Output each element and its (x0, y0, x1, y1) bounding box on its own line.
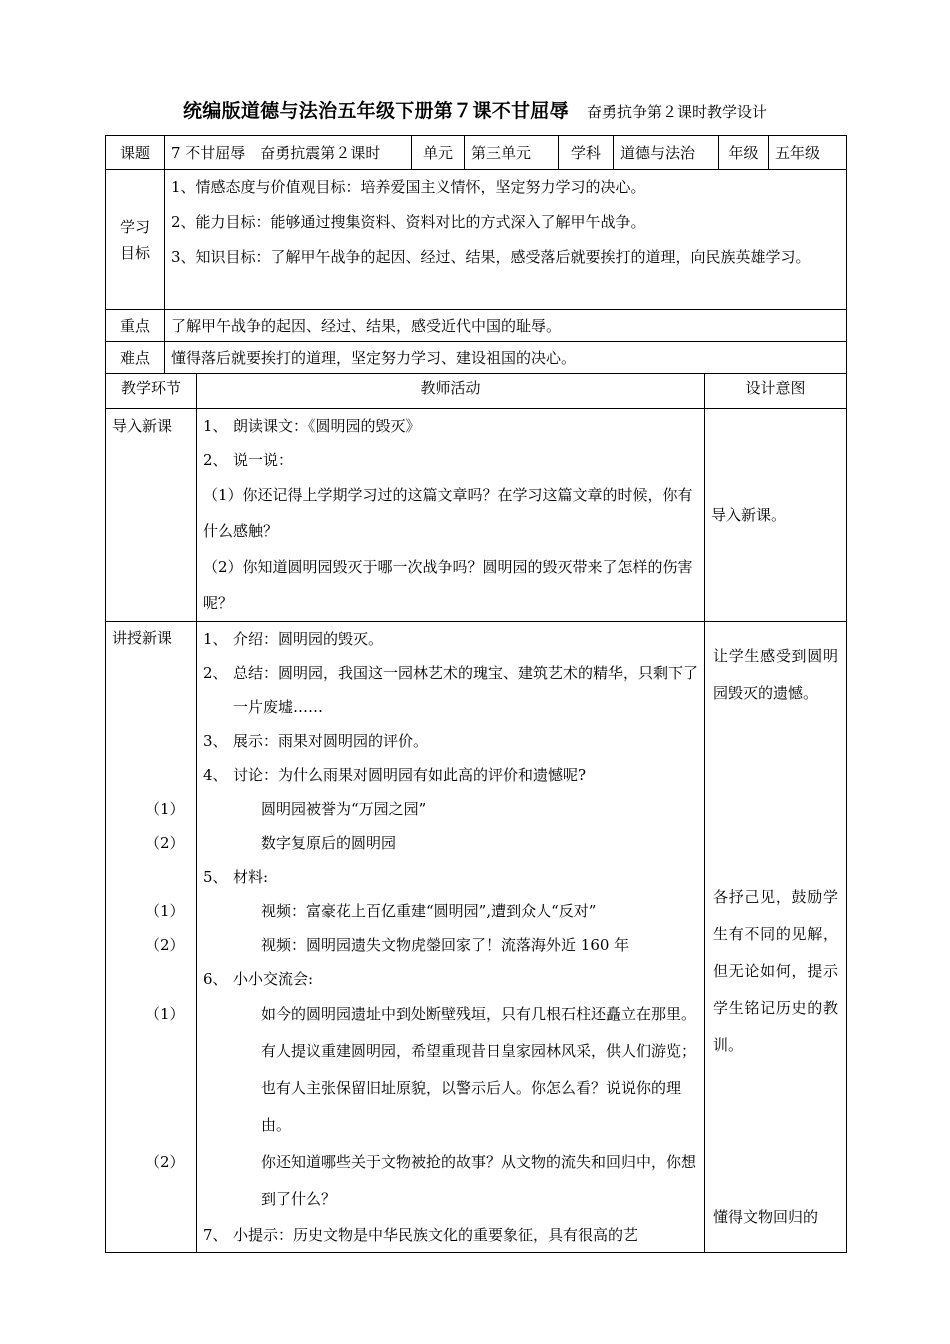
difficulty-label: 难点 (106, 342, 165, 374)
teach-item-4 (203, 758, 698, 792)
header-activity: 教师活动 (197, 374, 705, 409)
teach-item-7 (203, 1218, 698, 1252)
teach-item-1 (203, 622, 698, 656)
grade-label: 年级 (719, 136, 769, 170)
intro-item-1-num: 1、 (203, 417, 228, 435)
teach-item-5-sub-2-num: （2） (145, 936, 185, 954)
teach-item-2 (203, 656, 698, 724)
teach-item-4-num: 4、 (203, 766, 228, 784)
subject-value: 道德与法治 (614, 136, 719, 170)
intro-item-1-text: 朗读课文：《圆明园的毁灭》 (233, 417, 421, 435)
teach-intent-1: 让学生感受到圆明园毁灭的遗憾。 (713, 647, 838, 702)
teach-item-5-sub-1-text: 视频：富豪花上百亿重建“圆明园”,遭到众人“反对” (261, 902, 597, 920)
intro-intent (705, 409, 847, 622)
teach-item-6-num: 6、 (203, 970, 228, 988)
teach-item-4-sub-1-num: （1） (145, 800, 185, 818)
teach-item-3 (203, 724, 698, 758)
teach-item-4-text: 讨论：为什么雨果对圆明园有如此高的评价和遗憾呢? (233, 766, 587, 784)
teach-item-3-text: 展示：雨果对圆明园的评价。 (233, 732, 429, 750)
intro-stage-text: 导入新课 (112, 417, 173, 435)
teach-item-4-sub-2-num: （2） (145, 834, 185, 852)
teach-item-6-sub-2-text: 你还知道哪些关于文物被抢的故事？从文物的流失和回归中，你想到了什么？ (261, 1153, 697, 1208)
teach-item-5-sub-1 (145, 894, 698, 928)
info-row-topic (106, 136, 847, 170)
unit-label: 单元 (412, 136, 465, 170)
info-row-goals (106, 170, 847, 310)
teach-row (106, 622, 847, 1253)
intro-stage (106, 409, 197, 622)
topic-value: 7 不甘屈辱 奋勇抗震第２课时 (165, 136, 412, 170)
intro-item-1 (203, 409, 698, 443)
teach-item-4-sub-1 (145, 792, 698, 826)
teach-item-7-num: 7、 (203, 1226, 228, 1244)
teach-item-4-sub-2-text: 数字复原后的圆明园 (261, 834, 397, 852)
intro-intent-text: 导入新课。 (711, 505, 787, 524)
lesson-table (105, 373, 847, 1253)
intro-question-2: （2）你知道圆明园毁灭于哪一次战争吗？圆明园的毁灭带来了怎样的伤害呢？ (203, 558, 693, 612)
header-stage: 教学环节 (106, 374, 197, 409)
info-table (105, 135, 847, 374)
teach-item-6-sub-2 (145, 1144, 698, 1218)
teach-item-6-sub-1-text: 如今的圆明园遗址中到处断壁残垣，只有几根石柱还矗立在那里。有人提议重建圆明园，希望重现昔日皇家园林风采，供人们游览；也有人主张保留旧址原貌，以警示后人。你怎么看？说说你的理由。 (261, 1005, 697, 1134)
intro-item-2-text: 说一说： (233, 451, 294, 469)
teach-item-5-text: 材料: (233, 868, 269, 886)
teach-item-3-num: 3、 (203, 732, 228, 750)
intro-item-2 (203, 443, 698, 477)
subject-label: 学科 (559, 136, 614, 170)
document-title (0, 96, 950, 123)
key-label: 重点 (106, 310, 165, 342)
teach-item-6 (203, 962, 698, 996)
teach-item-1-num: 1、 (203, 630, 228, 648)
teach-intent-2: 各抒己见，鼓励学生有不同的见解，但无论如何，提示学生铭记历史的教训。 (713, 888, 838, 1054)
title-main: 统编版道德与法治五年级下册第７课不甘屈辱 (182, 100, 569, 122)
teach-item-5 (203, 860, 698, 894)
teach-stage-text: 讲授新课 (112, 629, 173, 647)
intro-item-2-num: 2、 (203, 451, 228, 469)
goals-label (106, 170, 165, 310)
lesson-header-row (106, 374, 847, 409)
teach-intent-3: 懂得文物回归的 (713, 1208, 819, 1226)
teach-item-6-sub-1-num: （1） (145, 1005, 185, 1023)
title-sub: 奋勇抗争第２课时教学设计 (587, 103, 768, 121)
teach-item-2-num: 2、 (203, 664, 228, 682)
teach-item-2-text: 总结：圆明园，我国这一园林艺术的瑰宝、建筑艺术的精华，只剩下了一片废墟…… (233, 664, 699, 716)
teach-item-5-num: 5、 (203, 868, 228, 886)
unit-value: 第三单元 (465, 136, 559, 170)
teach-item-6-sub-2-num: （2） (145, 1153, 185, 1171)
goals-content (165, 170, 847, 310)
intro-question-1: （1）你还记得上学期学习过的这篇文章吗？在学习这篇文章的时候，你有什么感触？ (203, 486, 693, 540)
teach-item-5-sub-1-num: （1） (145, 902, 185, 920)
teach-item-6-sub-1 (145, 996, 698, 1144)
teach-item-5-sub-2-text: 视频：圆明园遗失文物虎鎣回家了！流落海外近 160 年 (261, 936, 630, 954)
goal-1: 1、情感态度与价值观目标：培养爱国主义情怀，坚定努力学习的决心。 (171, 178, 646, 196)
grade-value: 五年级 (769, 136, 847, 170)
header-intent: 设计意图 (705, 374, 847, 409)
goal-3: 3、知识目标：了解甲午战争的起因、经过、结果，感受落后就要挨打的道理，向民族英雄学习。 (171, 248, 811, 266)
teach-item-6-text: 小小交流会: (233, 970, 314, 988)
info-row-difficulty (106, 342, 847, 374)
intro-activity (197, 409, 705, 622)
teach-item-5-sub-2 (145, 928, 698, 962)
info-row-key (106, 310, 847, 342)
teach-item-7-text: 小提示：历史文物是中华民族文化的重要象征，具有很高的艺 (233, 1226, 639, 1244)
topic-label: 课题 (106, 136, 165, 170)
goal-2: 2、能力目标：能够通过搜集资料、资料对比的方式深入了解甲午战争。 (171, 213, 646, 231)
difficulty-value: 懂得落后就要挨打的道理，坚定努力学习、建设祖国的决心。 (165, 342, 847, 374)
teach-item-4-sub-2 (145, 826, 698, 860)
teach-activity (145, 622, 705, 1253)
teach-item-1-text: 介绍：圆明园的毁灭。 (233, 630, 384, 648)
key-value: 了解甲午战争的起因、经过、结果，感受近代中国的耻辱。 (165, 310, 847, 342)
goals-label-text: 学习目标 (120, 217, 151, 262)
teach-item-4-sub-1-text: 圆明园被誉为“万园之园” (261, 800, 427, 818)
teach-intent (705, 622, 847, 1253)
intro-row (106, 409, 847, 622)
